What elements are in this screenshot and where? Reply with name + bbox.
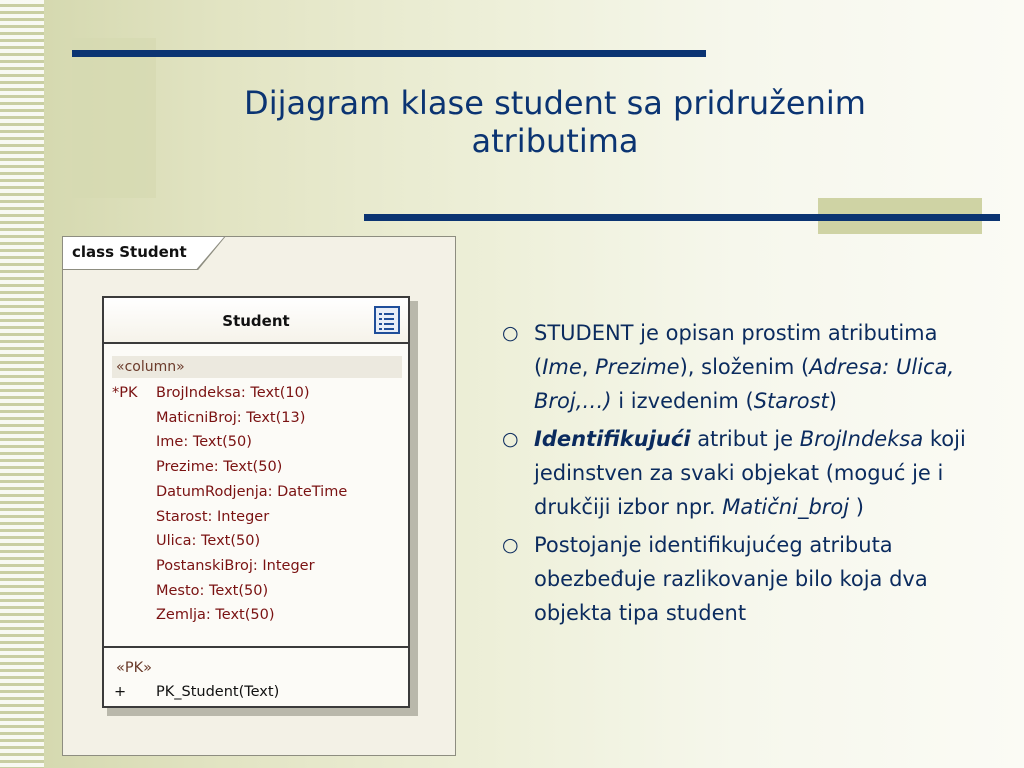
bullet-item xyxy=(500,316,990,418)
attribute-text: Ime: Text(50) xyxy=(156,434,252,450)
primary-key-marker: *PK xyxy=(112,385,138,401)
bullet-italic: Adresa: Ulica, Broj,…) xyxy=(534,355,955,413)
bullet-text: ), složenim ( xyxy=(679,355,810,379)
bullet-list xyxy=(500,316,990,634)
bullet-text: i izvedenim ( xyxy=(611,389,754,413)
bullet-text: , xyxy=(581,355,596,379)
frame-label: class Student xyxy=(72,243,187,261)
attribute-text: DatumRodjenja: DateTime xyxy=(156,484,348,500)
attribute-text: Prezime: Text(50) xyxy=(156,459,283,475)
attribute-text: Ulica: Text(50) xyxy=(156,533,261,549)
middle-rule xyxy=(364,214,1000,221)
bullet-text: ) xyxy=(828,389,837,413)
slide-title-line1: Dijagram klase student sa pridruženim xyxy=(244,84,866,122)
operation-text: PK_Student(Text) xyxy=(156,684,280,700)
decorative-stripes xyxy=(0,0,44,768)
bullet-text: Postojanje identifikujućeg atributa obezbeđuje razlikovanje bilo koja dva objekta tipa student xyxy=(534,533,928,625)
slide-title-line2: atributima xyxy=(471,122,639,160)
slide-title xyxy=(190,84,920,160)
decorative-square-left xyxy=(72,38,156,198)
bullet-italic: Matični_broj xyxy=(722,495,850,519)
attribute-text: MaticniBroj: Text(13) xyxy=(156,410,306,426)
bullet-bold-italic: Identifikujući xyxy=(534,427,691,451)
table-icon xyxy=(374,306,400,334)
bullet-text: atribut je xyxy=(690,427,800,451)
bullet-marker-icon: ○ xyxy=(502,322,519,344)
operations-divider xyxy=(104,646,408,648)
class-name: Student xyxy=(104,298,408,344)
bullet-italic: Starost xyxy=(753,389,829,413)
bullet-text: ) xyxy=(849,495,864,519)
attribute-text: PostanskiBroj: Integer xyxy=(156,558,315,574)
class-box-student[interactable] xyxy=(102,296,410,708)
attribute-text: Mesto: Text(50) xyxy=(156,583,269,599)
bullet-italic: BrojIndeksa xyxy=(799,427,924,451)
operations-stereotype: «PK» xyxy=(116,660,152,676)
bullet-italic: Ime xyxy=(542,355,582,379)
attribute-text: Zemlja: Text(50) xyxy=(156,607,275,623)
top-rule xyxy=(72,50,706,57)
attribute-text: Starost: Integer xyxy=(156,509,270,525)
columns-stereotype: «column» xyxy=(112,356,402,378)
operation-visibility: + xyxy=(114,684,127,700)
bullet-marker-icon: ○ xyxy=(502,534,519,556)
bullet-marker-icon: ○ xyxy=(502,428,519,450)
bullet-item xyxy=(500,422,990,524)
bullet-text: koji jedinstven za svaki objekat (moguć je i drukčiji izbor npr. xyxy=(534,427,966,519)
bullet-item xyxy=(500,528,990,630)
attribute-text: BrojIndeksa: Text(10) xyxy=(156,385,310,401)
bullet-text: STUDENT je opisan prostim atributima ( xyxy=(534,321,938,379)
bullet-italic: Prezime xyxy=(595,355,680,379)
